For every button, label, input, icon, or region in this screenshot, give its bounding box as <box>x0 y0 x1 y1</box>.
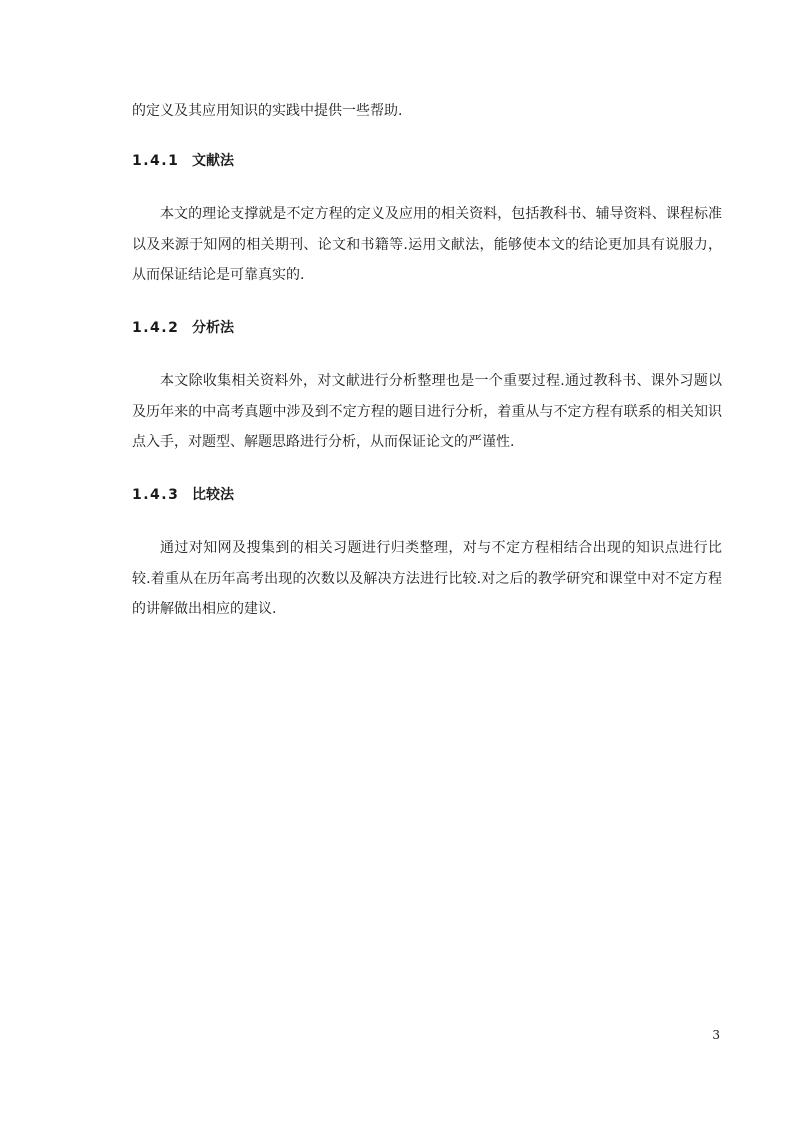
section-number: 1.4.1 <box>132 153 180 169</box>
section-heading-1-4-2 <box>132 318 234 338</box>
section-title: 比较法 <box>192 487 234 503</box>
continuation-paragraph: 的定义及其应用知识的实践中提供一些帮助. <box>132 103 403 119</box>
section-title: 分析法 <box>192 320 234 336</box>
section-body-1-4-3: 通过对知网及搜集到的相关习题进行归类整理，对与不定方程相结合出现的知识点进行比较.着重从在历年高考出现的次数以及解决方法进行比较.对之后的教学研究和课堂中对不定方程的讲解做出相应的建议. <box>132 540 722 617</box>
page-number: 3 <box>712 1028 720 1042</box>
section-number: 1.4.3 <box>132 487 180 503</box>
section-heading-1-4-3 <box>132 485 234 505</box>
section-heading-1-4-1 <box>132 151 234 171</box>
section-number: 1.4.2 <box>132 320 180 336</box>
section-body-1-4-2: 本文除收集相关资料外，对文献进行分析整理也是一个重要过程.通过教科书、课外习题以及历年来的中高考真题中涉及到不定方程的题目进行分析，着重从与不定方程有联系的相关知识点入手，对题型、解题思路进行分析，从而保证论文的严谨性. <box>132 373 722 450</box>
section-body-1-4-1: 本文的理论支撑就是不定方程的定义及应用的相关资料，包括教科书、辅导资料、课程标准以及来源于知网的相关期刊、论文和书籍等.运用文献法，能够使本文的结论更加具有说服力，从而保证结论是可靠真实的. <box>132 206 722 283</box>
section-title: 文献法 <box>192 153 234 169</box>
